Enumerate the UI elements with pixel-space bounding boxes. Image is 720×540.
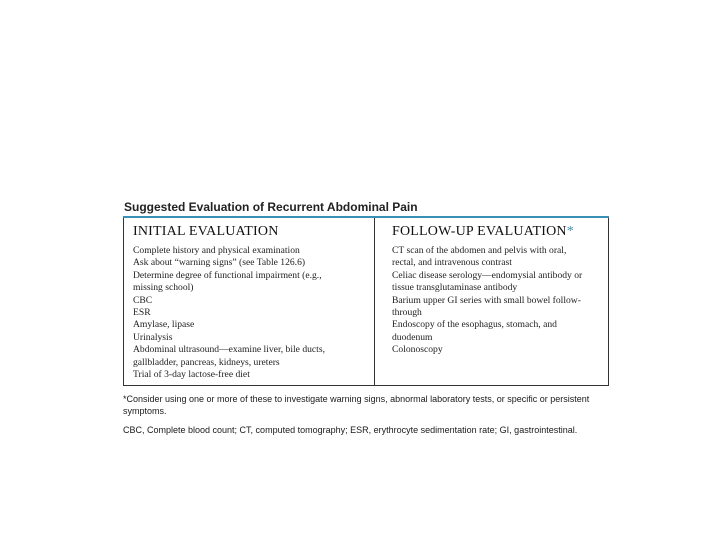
initial-item-line: Urinalysis xyxy=(133,331,173,343)
initial-item xyxy=(133,245,371,257)
followup-item xyxy=(392,270,606,295)
initial-item xyxy=(133,332,371,344)
followup-item-line: tissue transglutaminase antibody xyxy=(392,282,518,294)
initial-item xyxy=(133,344,371,369)
followup-item-line: rectal, and intravenous contrast xyxy=(392,257,512,269)
initial-evaluation-list xyxy=(133,245,371,381)
initial-item xyxy=(133,270,371,295)
column-divider xyxy=(374,218,375,385)
initial-item-line: Abdominal ultrasound—examine liver, bile ducts, xyxy=(133,344,325,356)
evaluation-table xyxy=(123,218,609,386)
initial-evaluation-column xyxy=(133,224,371,381)
followup-evaluation-list xyxy=(392,245,606,357)
followup-item-line: Colonoscopy xyxy=(392,344,443,356)
followup-item xyxy=(392,295,606,320)
followup-item xyxy=(392,319,606,344)
followup-heading-text: FOLLOW-UP EVALUATION xyxy=(392,224,567,239)
followup-item-line: duodenum xyxy=(392,331,433,343)
table-title: Suggested Evaluation of Recurrent Abdominal Pain xyxy=(124,200,418,214)
initial-item xyxy=(133,307,371,319)
initial-item-line: Ask about “warning signs” (see Table 126.6) xyxy=(133,257,306,269)
followup-evaluation-column xyxy=(392,224,606,357)
followup-item-line: through xyxy=(392,307,422,319)
initial-item xyxy=(133,295,371,307)
followup-item-line: Barium upper GI series with small bowel follow- xyxy=(392,294,581,306)
initial-item-line: Complete history and physical examination xyxy=(133,245,300,256)
initial-item-line: gallbladder, pancreas, kidneys, ureters xyxy=(133,356,280,368)
abbreviations-note: CBC, Complete blood count; CT, computed tomography; ESR, erythrocyte sedimentation rate; GI, gastrointestinal. xyxy=(123,425,578,435)
initial-evaluation-heading: INITIAL EVALUATION xyxy=(133,224,279,239)
initial-item-line: Trial of 3-day lactose-free diet xyxy=(133,369,250,381)
initial-item-line: Determine degree of functional impairment (e.g., xyxy=(133,269,322,281)
followup-item-line: Endoscopy of the esophagus, stomach, and xyxy=(392,319,557,331)
followup-item-line: Celiac disease serology—endomysial antibody or xyxy=(392,269,583,281)
footnote-marker: * xyxy=(566,224,574,239)
initial-item-line: CBC xyxy=(133,294,153,306)
initial-item-line: Amylase, lipase xyxy=(133,319,195,331)
followup-item xyxy=(392,245,606,270)
followup-evaluation-heading xyxy=(392,224,606,240)
followup-item xyxy=(392,344,606,356)
initial-item-line: missing school) xyxy=(133,282,194,294)
initial-item-line: ESR xyxy=(133,307,151,319)
initial-item xyxy=(133,319,371,331)
followup-item-line: CT scan of the abdomen and pelvis with oral, xyxy=(392,245,567,256)
initial-item xyxy=(133,257,371,269)
initial-item xyxy=(133,369,371,381)
footnote: *Consider using one or more of these to investigate warning signs, abnormal laboratory tests, or specific or persistent symptoms. xyxy=(123,394,590,416)
